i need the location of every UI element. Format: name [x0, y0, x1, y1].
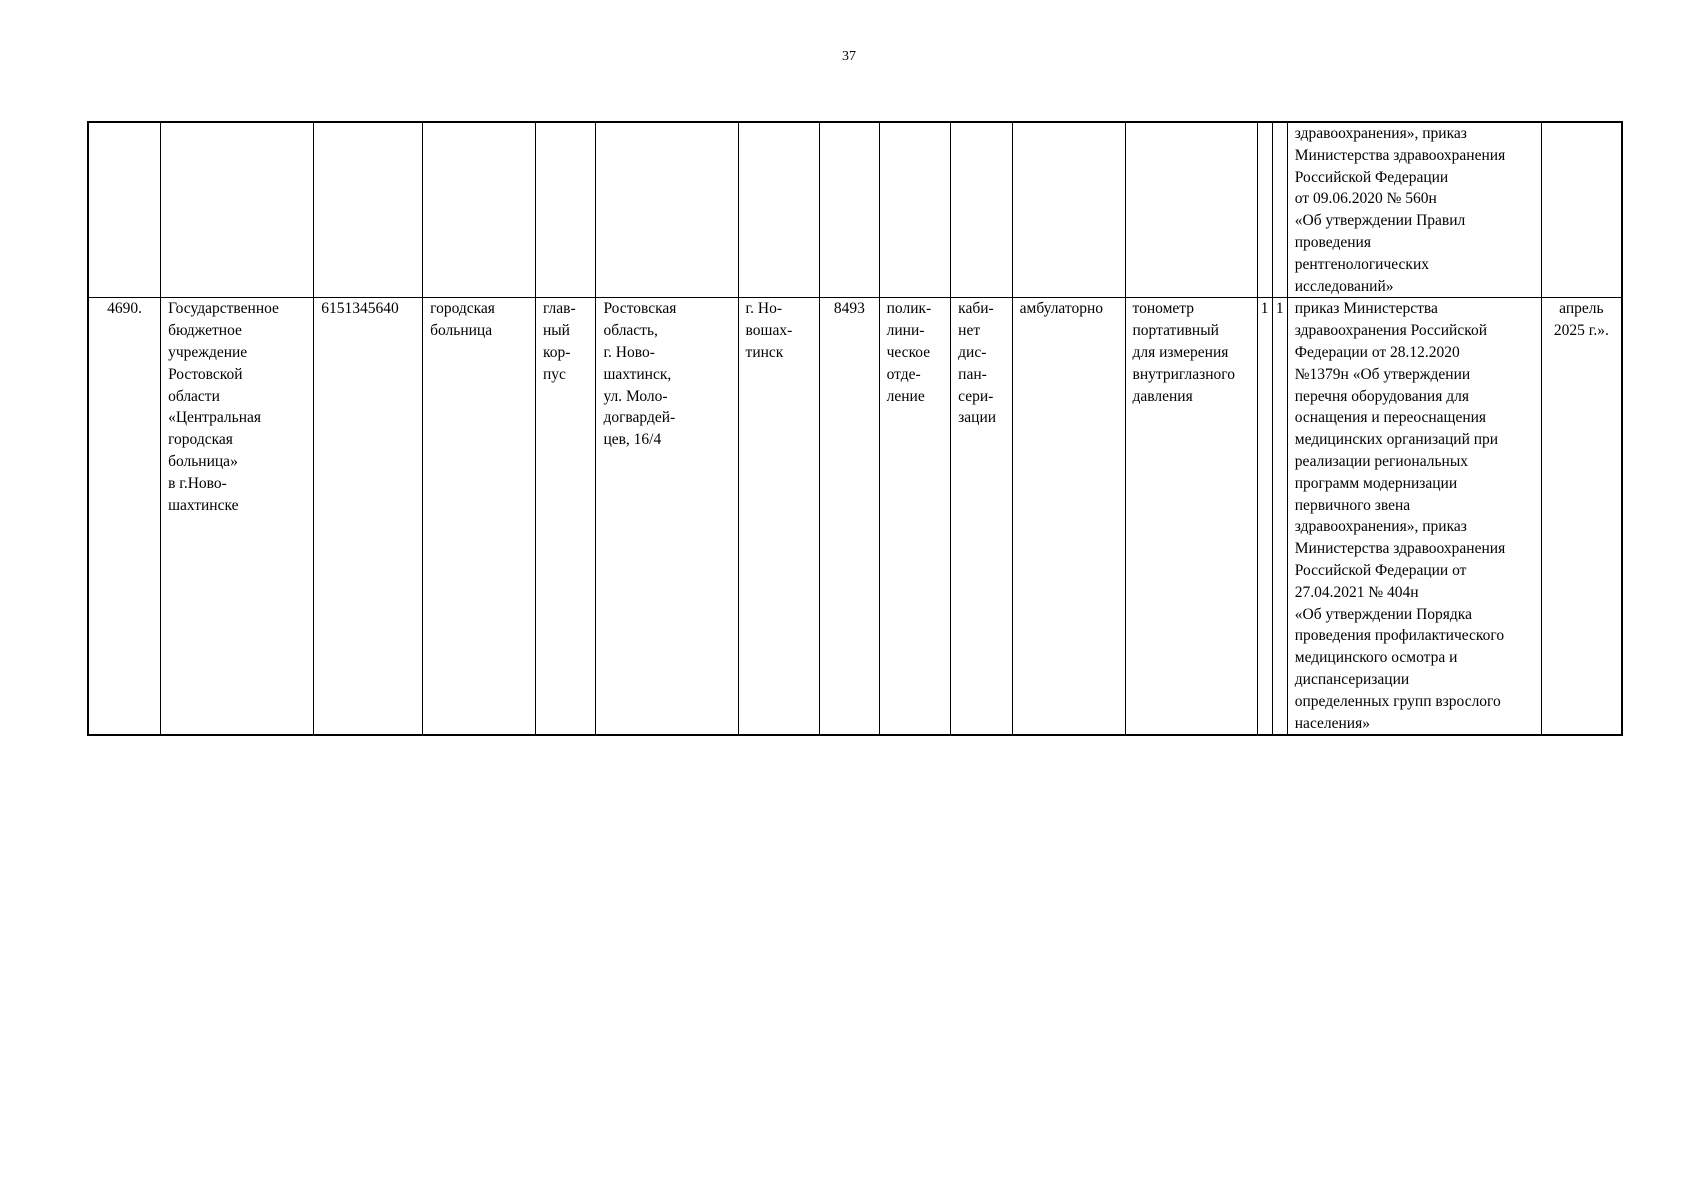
page-number: 37 — [842, 49, 856, 64]
table-row — [88, 122, 1622, 298]
cell-care-form — [1012, 122, 1125, 298]
cell-deadline — [1541, 122, 1622, 298]
cell-organization — [161, 122, 314, 298]
cell-qty2 — [1272, 122, 1287, 298]
cell-equipment — [1125, 122, 1257, 298]
cell-org-type: городская больница — [423, 298, 536, 735]
cell-number — [88, 122, 161, 298]
cell-qty1: 1 — [1257, 298, 1272, 735]
cell-basis: здравоохранения», приказ Министерства здравоохранения Российской Федерации от 09.06.2020 № 560н «Об утверждении Правил проведения рентгенологических исследований» — [1287, 122, 1541, 298]
cell-organization: Государственное бюджетное учреждение Ростовской области «Центральная городская больница» в г.Ново- шахтинске — [161, 298, 314, 735]
cell-inn — [314, 122, 423, 298]
cell-building — [535, 122, 595, 298]
cell-number: 4690. — [88, 298, 161, 735]
cell-cabinet — [951, 122, 1012, 298]
cell-org-type — [423, 122, 536, 298]
equipment-table — [87, 121, 1623, 736]
cell-department: полик- лини- ческое отде- ление — [879, 298, 951, 735]
cell-care-form: амбулаторно — [1012, 298, 1125, 735]
cell-basis: приказ Министерства здравоохранения Российской Федерации от 28.12.2020 №1379н «Об утверждении перечня оборудования для оснащения и переоснащения медицинских организаций при реализации региональных программ модернизации первичного звена здравоохранения», приказ Министерства здравоохранения Российской Федерации от 27.04.2021 № 404н «Об утверждении Порядка проведения профилактического медицинского осмотра и диспансеризации определенных групп взрослого населения» — [1287, 298, 1541, 735]
cell-address — [596, 122, 738, 298]
cell-city — [738, 122, 820, 298]
cell-qty1 — [1257, 122, 1272, 298]
cell-address: Ростовская область, г. Ново- шахтинск, ул. Моло- догвардей- цев, 16/4 — [596, 298, 738, 735]
cell-equipment: тонометр портативный для измерения внутриглазного давления — [1125, 298, 1257, 735]
cell-building: глав- ный кор- пус — [535, 298, 595, 735]
cell-code: 8493 — [820, 298, 879, 735]
cell-inn: 6151345640 — [314, 298, 423, 735]
cell-city: г. Но- вошах- тинск — [738, 298, 820, 735]
cell-qty2: 1 — [1272, 298, 1287, 735]
cell-deadline: апрель 2025 г.». — [1541, 298, 1622, 735]
table-row — [88, 298, 1622, 735]
cell-department — [879, 122, 951, 298]
cell-code — [820, 122, 879, 298]
cell-cabinet: каби- нет дис- пан- сери- зации — [951, 298, 1012, 735]
